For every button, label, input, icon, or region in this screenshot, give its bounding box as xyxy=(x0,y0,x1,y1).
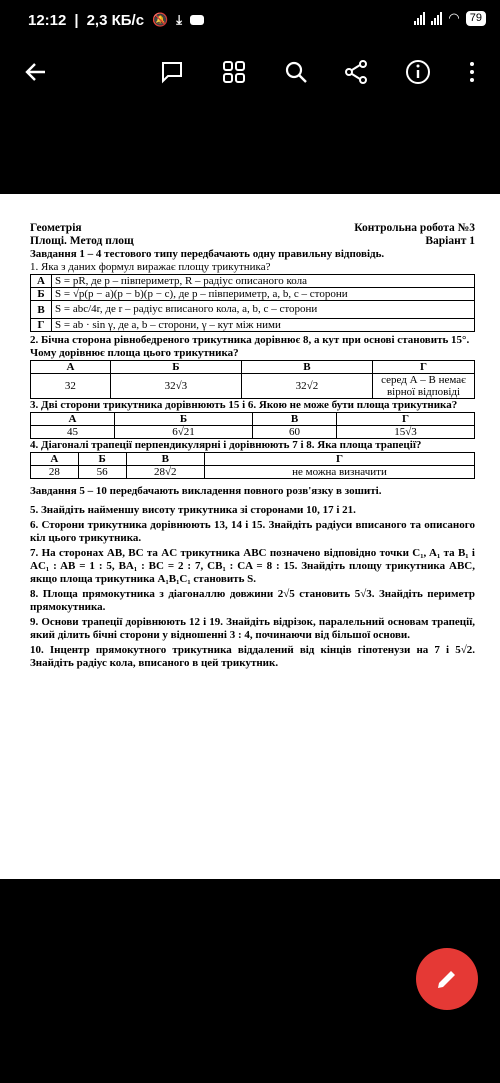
battery-icon: 79 xyxy=(466,11,486,26)
answer-head: Б xyxy=(110,361,241,374)
toolbar xyxy=(0,40,500,104)
answer-head: А xyxy=(31,453,79,466)
answer-value: 28√2 xyxy=(126,466,204,479)
option-letter: А xyxy=(31,275,52,288)
viewer-background-top xyxy=(0,104,500,194)
answer-head: Г xyxy=(373,361,475,374)
signal-icon xyxy=(414,11,425,25)
option-letter: Г xyxy=(31,319,52,332)
answer-head: В xyxy=(252,413,336,426)
variant-title: Варіант 1 xyxy=(425,235,475,247)
question-3-answers xyxy=(30,412,475,439)
answer-head: Б xyxy=(78,453,126,466)
question-4-answers xyxy=(30,452,475,479)
search-icon[interactable] xyxy=(276,52,316,92)
more-icon[interactable] xyxy=(452,52,492,92)
answer-head: В xyxy=(241,361,372,374)
answer-value: серед А – В немає вірної відповіді xyxy=(373,374,475,399)
answer-value: 32 xyxy=(31,374,111,399)
answer-value: 32√2 xyxy=(241,374,372,399)
question-8: 8. Площа прямокутника з діагоналлю довжини 2√5 становить 5√3. Знайдіть периметр прямокутника. xyxy=(30,588,475,613)
answer-value: 15√3 xyxy=(337,426,475,439)
option-text: S = pR, де p – півпериметр, R – радіус описаного кола xyxy=(52,275,475,288)
answer-value: 60 xyxy=(252,426,336,439)
youtube-icon xyxy=(190,15,204,25)
question-5: 5. Знайдіть найменшу висоту трикутника зі сторонами 10, 17 і 21. xyxy=(30,504,356,516)
question-2: 2. Бічна сторона рівнобедреного трикутника дорівнює 8, а кут при основі становить 15°. Чому дорівнює площа цього трикутника? xyxy=(30,334,470,359)
question-2-answers xyxy=(30,360,475,399)
signal-icon-2 xyxy=(431,11,442,25)
document-content xyxy=(30,222,475,670)
share-icon[interactable] xyxy=(336,52,376,92)
topic-title: Площі. Метод площ xyxy=(30,235,134,247)
back-arrow-icon[interactable] xyxy=(16,52,56,92)
grid-icon[interactable] xyxy=(214,52,254,92)
download-icon: ⤓ xyxy=(176,12,182,27)
status-time: 12:12 xyxy=(28,11,67,29)
answer-value: не можна визначити xyxy=(205,466,475,479)
answer-value: 56 xyxy=(78,466,126,479)
question-6: 6. Сторони трикутника дорівнюють 13, 14 і 15. Знайдіть радіуси вписаного та описаного кіл цього трикутника. xyxy=(30,519,475,544)
option-text: S = ab · sin γ, де a, b – сторони, γ – кут між ними xyxy=(52,319,475,332)
answer-value: 28 xyxy=(31,466,79,479)
answer-head: А xyxy=(31,361,111,374)
question-9: 9. Основи трапеції дорівнюють 12 і 19. Знайдіть відрізок, паралельний основам трапеції, який ділить бічні сторони у відношенні 3 : 4, починаючи від більшої основи. xyxy=(30,616,475,641)
answer-value: 32√3 xyxy=(110,374,241,399)
question-7: 7. На сторонах AB, BC та AC трикутника ABC позначено відповідно точки C₁, A₁ та B₁ і AC₁ : AB = 1 : 5, BA₁ : BC = 2 : 7, CB₁ : CA = 8 : 15. Знайдіть площу трикутника ABC, якщо площа трикутника A₁B₁C₁ становить S. xyxy=(30,547,475,585)
question-4: 4. Діагоналі трапеції перпендикулярні і дорівнюють 7 і 8. Яка площа трапеції? xyxy=(30,439,422,451)
question-1-options xyxy=(30,274,475,332)
status-speed: 2,3 КБ/с xyxy=(86,11,145,29)
option-text: S = abc/4r, де r – радіус вписаного кола, a, b, c – сторони xyxy=(52,301,475,319)
answer-head: Г xyxy=(337,413,475,426)
info-icon[interactable] xyxy=(398,52,438,92)
status-bar: 12:12 | 2,3 КБ/с 🔕 ⤓ ◠ 79 xyxy=(0,0,500,40)
answer-head: Г xyxy=(205,453,475,466)
option-letter: В xyxy=(31,301,52,319)
task-intro: Завдання 1 – 4 тестового типу передбачають одну правильну відповідь. xyxy=(30,248,385,260)
answer-value: 45 xyxy=(31,426,115,439)
comment-icon[interactable] xyxy=(152,52,192,92)
question-1: 1. Яка з даних формул виражає площу трикутника? xyxy=(30,261,271,273)
test-title: Контрольна робота №3 xyxy=(354,222,475,234)
edit-fab-button[interactable] xyxy=(416,948,478,1010)
wifi-icon: ◠ xyxy=(448,10,460,25)
answer-value: 6√21 xyxy=(115,426,253,439)
answer-head: Б xyxy=(115,413,253,426)
subject-title: Геометрія xyxy=(30,222,82,234)
question-3: 3. Дві сторони трикутника дорівнюють 15 і 6. Якою не може бути площа трикутника? xyxy=(30,399,458,411)
option-letter: Б xyxy=(31,288,52,301)
answer-head: В xyxy=(126,453,204,466)
task-intro-2: Завдання 5 – 10 передбачають викладення повного розв'язку в зошиті. xyxy=(30,485,382,497)
pencil-icon xyxy=(434,966,460,992)
option-text: S = √p(p − a)(p − b)(p − c), де p – півпериметр, a, b, c – сторони xyxy=(52,288,475,301)
answer-head: А xyxy=(31,413,115,426)
question-10: 10. Інцентр прямокутного трикутника віддалений від кінців гіпотенузи на 7 і 5√2. Знайдіть радіус кола, вписаного в цей трикутник. xyxy=(30,644,475,669)
mute-icon: 🔕 xyxy=(152,12,169,27)
document-page[interactable] xyxy=(0,194,500,879)
